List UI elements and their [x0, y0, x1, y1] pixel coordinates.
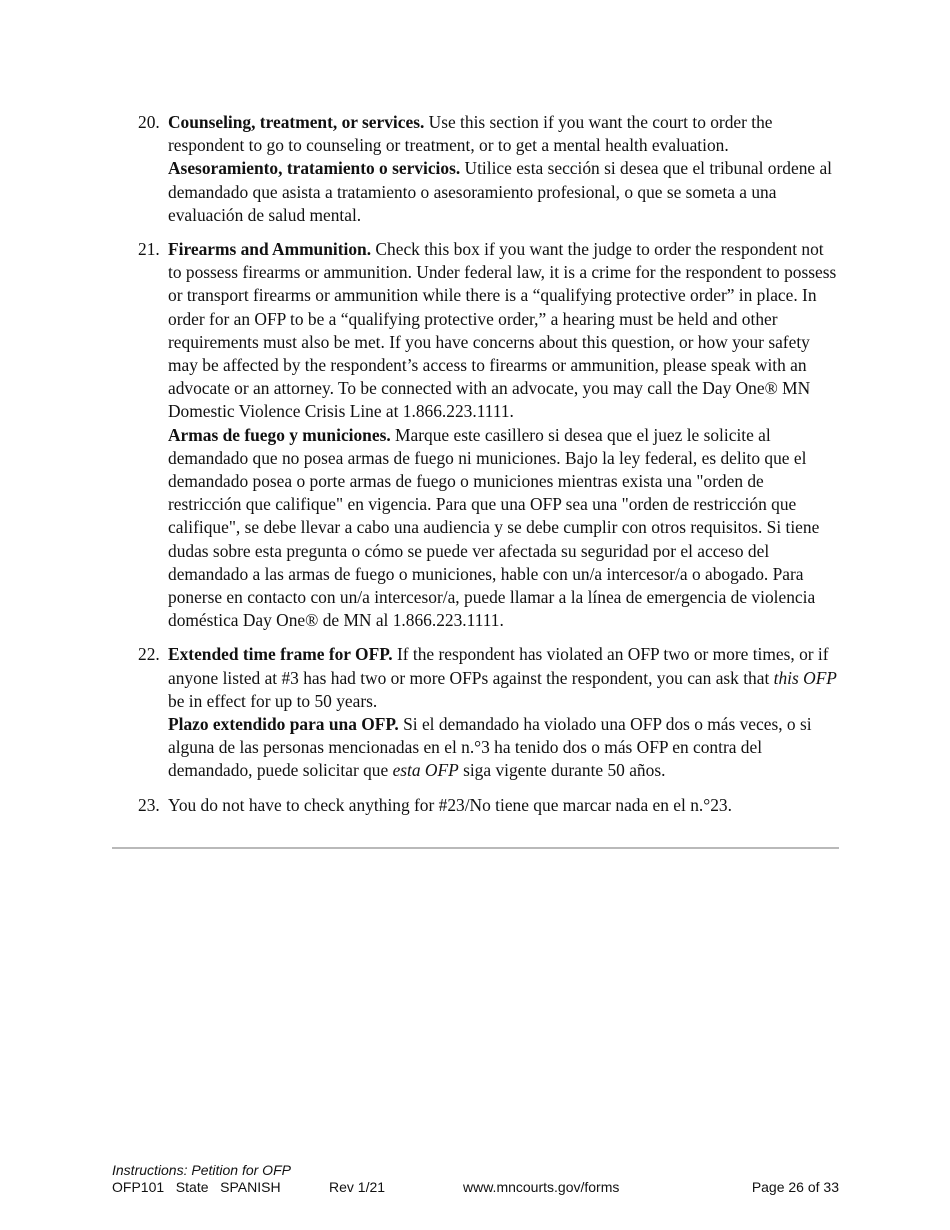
spanish-paragraph: [168, 157, 838, 227]
footer-info-line: [112, 1179, 839, 1196]
footer-url-link[interactable]: www.mncourts.gov/forms: [463, 1179, 620, 1195]
section-divider: [112, 847, 839, 849]
english-heading: Counseling, treatment, or services.: [168, 112, 425, 132]
instruction-item-21: [138, 238, 838, 632]
spanish-text: Si el demandado ha violado una OFP dos o más veces, o si alguna de las personas mencionadas en el n.°3 ha tenido dos o más OFP en contra del demandado, puede solicitar que: [168, 714, 812, 781]
item-number: 20.: [138, 112, 160, 132]
english-text-end: be in effect for up to 50 years.: [168, 690, 378, 711]
english-paragraph: [168, 111, 838, 157]
page-footer: [112, 1162, 839, 1196]
footer-title: Instructions: Petition for OFP: [112, 1162, 291, 1178]
english-heading: Firearms and Ammunition.: [168, 239, 372, 260]
spanish-text: Utilice esta sección si desea que el tribunal ordene al demandado que asista a tratamiento o asesoramiento profesional, o que se someta a una evaluación de salud mental.: [168, 158, 833, 225]
spanish-text-end: siga vigente durante 50 años.: [458, 760, 666, 781]
english-heading: Extended time frame for OFP.: [168, 644, 393, 665]
english-italic-term: this OFP: [773, 667, 837, 688]
item-number: 22.: [138, 644, 160, 665]
english-text: Use this section if you want the court to order the respondent to go to counseling or treatment, or to get a mental health evaluation.: [168, 112, 773, 156]
spanish-heading: Asesoramiento, tratamiento o servicios.: [168, 158, 461, 179]
instruction-item-20: [138, 111, 838, 227]
footer-form-code: OFP101 State SPANISH: [112, 1179, 281, 1195]
item-text: You do not have to check anything for #23/No tiene que marcar nada en el n.°23.: [168, 794, 732, 815]
item-number: 21.: [138, 239, 160, 260]
instruction-item-23: [138, 794, 838, 817]
item-number: 23.: [138, 794, 160, 815]
english-text: Check this box if you want the judge to order the respondent not to possess firearms or ammunition. Under federal law, it is a crime for the respondent to possess or transport firearms or ammunition while there is a “qualifying protective order” in place. In order for an OFP to be a “qualifying protective order,” a hearing must be held and other requirements must also be met. If you have concerns about this question, or how your safety may be affected by the respondent’s access to firearms or ammunition, please speak with an advocate or an attorney. To be connected with an advocate, you may call the Day One® MN Domestic Violence Crisis Line at 1.866.223.1111.: [168, 239, 837, 422]
footer-revision: Rev 1/21: [329, 1179, 386, 1195]
footer-page-number: Page 26 of 33: [751, 1179, 839, 1195]
spanish-text: Marque este casillero si desea que el juez le solicite al demandado que no posea armas de fuego ni municiones. Bajo la ley federal, es delito que el demandado posea o porte armas de fuego o municiones mientras exista una "orden de restricción que califique" en vigencia. Para que una OFP sea una "orden de restricción que califique", se debe llevar a cabo una audiencia y se debe cumplir con otros requisitos. Si tiene dudas sobre esta pregunta o cómo se puede ver afectada su seguridad por el acceso del demandado a las armas de fuego o municiones, hable con un/a intercesor/a o abogado. Para ponerse en contacto con un/a intercesor/a, puede llamar a la línea de emergencia de violencia doméstica Day One® de MN al 1.866.223.1111.: [168, 424, 820, 631]
spanish-heading: Plazo extendido para una OFP.: [168, 714, 399, 735]
instructions-body: [138, 111, 838, 828]
spanish-paragraph: [168, 713, 838, 783]
english-paragraph: [168, 238, 838, 424]
english-paragraph: [168, 643, 838, 713]
spanish-italic-term: esta OFP: [392, 760, 459, 781]
instruction-item-22: [138, 643, 838, 782]
spanish-heading: Armas de fuego y municiones.: [168, 424, 391, 445]
english-text: If the respondent has violated an OFP two or more times, or if anyone listed at #3 has had two or more OFPs against the respondent, you can ask that: [168, 644, 829, 688]
spanish-paragraph: [168, 424, 838, 633]
